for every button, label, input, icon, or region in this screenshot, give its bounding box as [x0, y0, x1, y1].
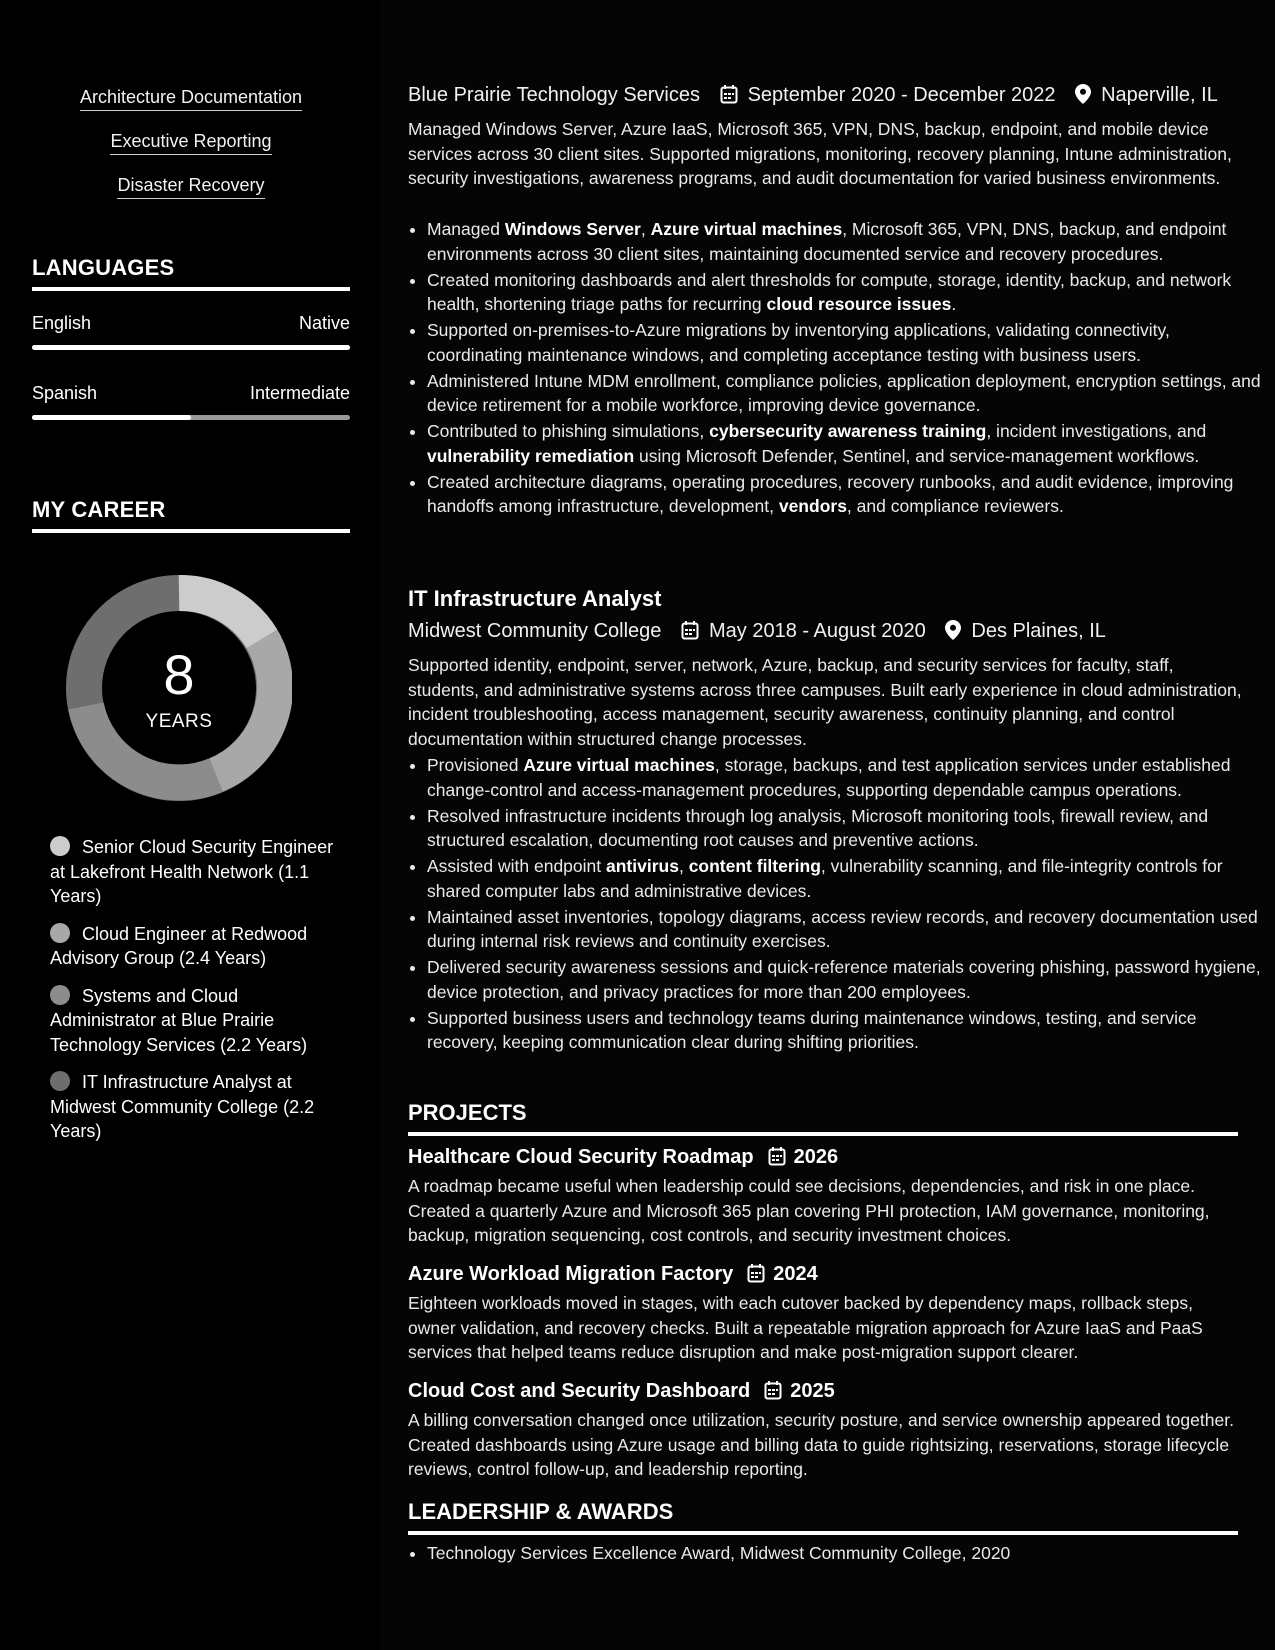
job-bullets [408, 753, 1262, 1056]
language-bar [32, 415, 350, 420]
project-title: Healthcare Cloud Security Roadmap [408, 1146, 754, 1168]
career-item [50, 984, 340, 1058]
job-summary: Supported identity, endpoint, server, network, Azure, backup, and security services for faculty, staff, students, and administrative systems across three campuses. Built early experience in cloud administration, incident troubleshooting, access management, security awareness, continuity planning, and control documentation within structured change processes. [408, 655, 1242, 749]
bullet-item: • Delivered security awareness sessions and quick-reference materials covering phishing, password hygiene, device protection, and privacy practices for more than 200 employees. [427, 955, 1262, 1004]
project-description: Eighteen workloads moved in stages, with each cutover backed by dependency maps, rollback steps, owner validation, and recovery checks. Built a repeatable migration approach for Azure IaaS and PaaS services that helped teams reduce disruption and make post-migration support clearer. [408, 1293, 1203, 1362]
bullet-item: • Contributed to phishing simulations, cybersecurity awareness training, incident investigations, and vulnerability remediation using Microsoft Defender, Sentinel, and service-management workflows. [427, 419, 1262, 468]
project-year: 2026 [793, 1146, 839, 1168]
legend-dot [50, 985, 70, 1005]
calendar-icon [764, 1380, 782, 1407]
skill-item[interactable]: Disaster Recovery [117, 174, 264, 199]
job-meta-line [408, 618, 1106, 647]
calendar-icon [681, 620, 699, 647]
company-name: Midwest Community College [408, 620, 662, 642]
bullet-item: • Created architecture diagrams, operating procedures, recovery runbooks, and audit evidence, improving handoffs among infrastructure, development, vendors, and compliance reviewers. [427, 470, 1262, 519]
job-bullets [408, 217, 1262, 520]
career-item [50, 1070, 340, 1144]
language-name: Spanish [32, 383, 98, 403]
awards-list [408, 1541, 1262, 1567]
language-bar [32, 345, 350, 350]
job-location: Naperville, IL [1101, 84, 1218, 106]
career-item-text: IT Infrastructure Analyst at Midwest Community College (2.2 Years) [50, 1072, 315, 1141]
bullet-item: • Supported on-premises-to-Azure migrations by inventorying applications, validating connectivity, coordinating maintenance windows, and completing acceptance testing with business users. [427, 318, 1262, 367]
calendar-icon [747, 1263, 765, 1290]
project-title-line [408, 1144, 838, 1173]
skill-item[interactable]: Executive Reporting [110, 130, 271, 155]
bullet-item: • Assisted with endpoint antivirus, content filtering, vulnerability scanning, and file-integrity controls for shared computer labs and administrative devices. [427, 854, 1262, 903]
location-pin-icon [1075, 84, 1091, 111]
job-dates: May 2018 - August 2020 [708, 620, 926, 642]
career-item-text: Senior Cloud Security Engineer at Lakefront Health Network (1.1 Years) [50, 837, 334, 906]
job-meta-line [408, 82, 1218, 111]
job-dates: September 2020 - December 2022 [747, 84, 1056, 106]
project-title: Azure Workload Migration Factory [408, 1263, 734, 1285]
bullet-item: • Managed Windows Server, Azure virtual machines, Microsoft 365, VPN, DNS, backup, and endpoint environments across 30 client sites, maintaining documented service and recovery procedures. [427, 217, 1262, 266]
bullet-item: • Provisioned Azure virtual machines, storage, backups, and test application services under established change-control and access-management procedures, supporting dependable campus operations. [427, 753, 1262, 802]
project-year: 2024 [773, 1263, 818, 1285]
career-item-text: Systems and Cloud Administrator at Blue Prairie Technology Services (2.2 Years) [50, 985, 308, 1055]
language-name: English [32, 313, 92, 333]
skills-list [32, 86, 350, 218]
job-location: Des Plaines, IL [971, 620, 1106, 642]
language-level: Native [298, 313, 350, 333]
sidebar [0, 0, 380, 1650]
job-summary: Managed Windows Server, Azure IaaS, Microsoft 365, VPN, DNS, backup, endpoint, and mobile device services across 30 client sites. Supported migrations, monitoring, recovery planning, Intune administration, security investigations, awareness programs, and audit documentation for varied business environments. [408, 119, 1232, 188]
project-title: Cloud Cost and Security Dashboard [408, 1380, 751, 1402]
bullet-item: • Resolved infrastructure incidents through log analysis, Microsoft monitoring tools, firewall review, and structured escalation, documenting root causes and preventive actions. [427, 804, 1262, 853]
career-years-label: YEARS [145, 711, 213, 732]
career-item-text: Cloud Engineer at Redwood Advisory Group (2.4 Years) [50, 923, 308, 968]
career-donut [66, 575, 292, 801]
projects-heading: PROJECTS [408, 1100, 1238, 1136]
language-bar-fill [32, 415, 191, 420]
career-item [50, 835, 340, 909]
languages-heading: LANGUAGES [32, 255, 350, 291]
donut-segment [179, 593, 262, 639]
bullet-item: • Supported business users and technology teams during maintenance windows, testing, and service recovery, keeping communication clear during shifting priorities. [427, 1006, 1262, 1055]
project-year: 2025 [790, 1380, 835, 1402]
skill-item[interactable]: Architecture Documentation [80, 86, 302, 111]
legend-dot [50, 1071, 70, 1091]
project-description: A roadmap became useful when leadership could see decisions, dependencies, and risk in one place. Created a quarterly Azure and Microsoft 365 plan covering PHI protection, IAM governance, monitoring, backup, migration sequencing, cost controls, and security investment choices. [408, 1176, 1210, 1245]
bullet-item: • Maintained asset inventories, topology diagrams, access review records, and recovery documentation used during internal risk reviews and continuity exercises. [427, 905, 1262, 954]
career-heading: MY CAREER [32, 497, 350, 533]
calendar-icon [720, 84, 738, 111]
legend-dot [50, 836, 70, 856]
project-description: A billing conversation changed once utilization, security posture, and service ownership appeared together. Created dashboards using Azure usage and billing data to guide rightsizing, reservations, storage lifecycle reviews, control follow-up, and leadership reporting. [408, 1410, 1234, 1479]
career-years-number: 8 [163, 643, 195, 706]
career-item [50, 922, 340, 971]
project-title-line [408, 1378, 835, 1407]
award-item: • Technology Services Excellence Award, Midwest Community College, 2020 [427, 1541, 1262, 1566]
project-title-line [408, 1261, 818, 1290]
job-title: IT Infrastructure Analyst [408, 586, 662, 611]
legend-dot [50, 923, 70, 943]
career-list [50, 835, 340, 1157]
awards-heading: LEADERSHIP & AWARDS [408, 1499, 1238, 1535]
language-level: Intermediate [249, 383, 350, 403]
bullet-item: • Created monitoring dashboards and alert thresholds for compute, storage, identity, backup, and network health, shortening triage paths for recurring cloud resource issues. [427, 268, 1262, 317]
language-bar-fill [32, 345, 350, 350]
bullet-item: • Administered Intune MDM enrollment, compliance policies, application deployment, encryption settings, and device retirement for a mobile workforce, improving device governance. [427, 369, 1262, 418]
location-pin-icon [945, 620, 961, 647]
calendar-icon [768, 1146, 786, 1173]
company-name: Blue Prairie Technology Services [408, 84, 701, 106]
